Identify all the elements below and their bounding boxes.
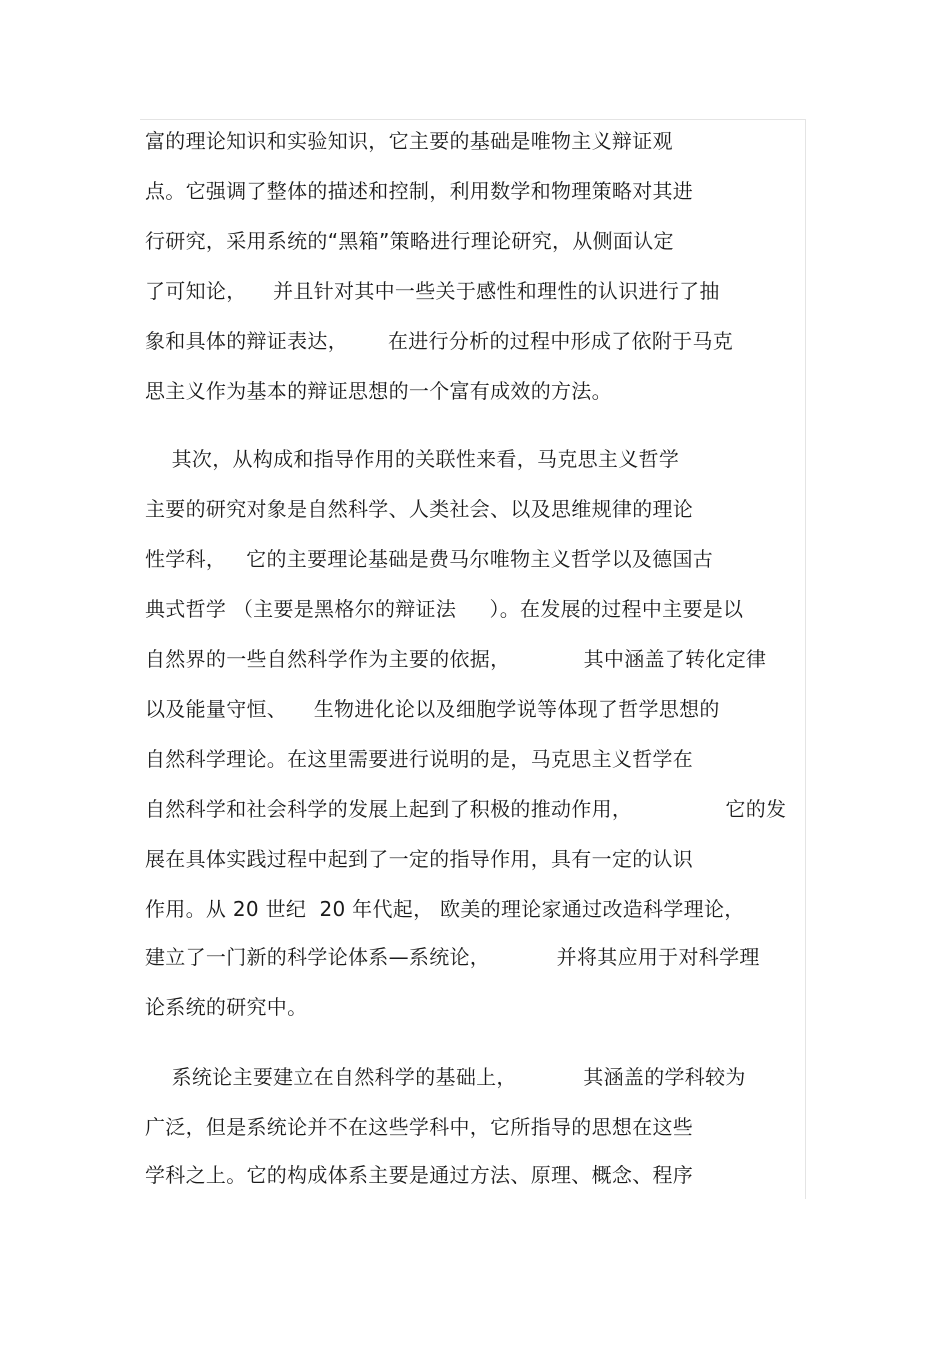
text-line: 其次，从构成和指导作用的关联性来看，马克思主义哲学	[145, 447, 680, 471]
text-line: 自然科学和社会科学的发展上起到了积极的推动作用， 它的发	[145, 797, 787, 821]
text-line: 富的理论知识和实验知识，它主要的基础是唯物主义辩证观	[145, 129, 673, 153]
text-line: 行研究，采用系统的“黑箱”策略进行理论研究，从侧面认定	[145, 229, 674, 253]
text-line: 以及能量守恒、 生物进化论以及细胞学说等体现了哲学思想的	[145, 697, 720, 721]
text-line: 作用。从 20 世纪 20 年代起， 欧美的理论家通过改造科学理论，	[145, 897, 745, 921]
text-line: 自然界的一些自然科学作为主要的依据， 其中涵盖了转化定律	[145, 647, 767, 671]
text-line: 主要的研究对象是自然科学、人类社会、以及思维规律的理论	[145, 497, 694, 521]
text-line: 广泛，但是系统论并不在这些学科中，它所指导的思想在这些	[145, 1115, 694, 1139]
text-line: 思主义作为基本的辩证思想的一个富有成效的方法。	[145, 379, 612, 403]
text-line: 象和具体的辩证表达， 在进行分析的过程中形成了依附于马克	[145, 329, 734, 353]
text-line: 自然科学理论。在这里需要进行说明的是，马克思主义哲学在	[145, 747, 694, 771]
text-line: 建立了一门新的科学论体系—系统论， 并将其应用于对科学理	[145, 945, 760, 969]
text-line: 系统论主要建立在自然科学的基础上， 其涵盖的学科较为	[145, 1065, 746, 1089]
text-line: 展在具体实践过程中起到了一定的指导作用，具有一定的认识	[145, 847, 694, 871]
text-line: 论系统的研究中。	[145, 995, 308, 1019]
text-line: 典式哲学 （主要是黑格尔的辩证法 ）。在发展的过程中主要是以	[145, 597, 744, 621]
text-line: 学科之上。它的构成体系主要是通过方法、原理、概念、程序	[145, 1163, 694, 1187]
text-line: 点。它强调了整体的描述和控制，利用数学和物理策略对其进	[145, 179, 694, 203]
text-line: 了可知论， 并且针对其中一些关于感性和理性的认识进行了抽	[145, 279, 720, 303]
text-line: 性学科， 它的主要理论基础是费马尔唯物主义哲学以及德国古	[145, 547, 714, 571]
